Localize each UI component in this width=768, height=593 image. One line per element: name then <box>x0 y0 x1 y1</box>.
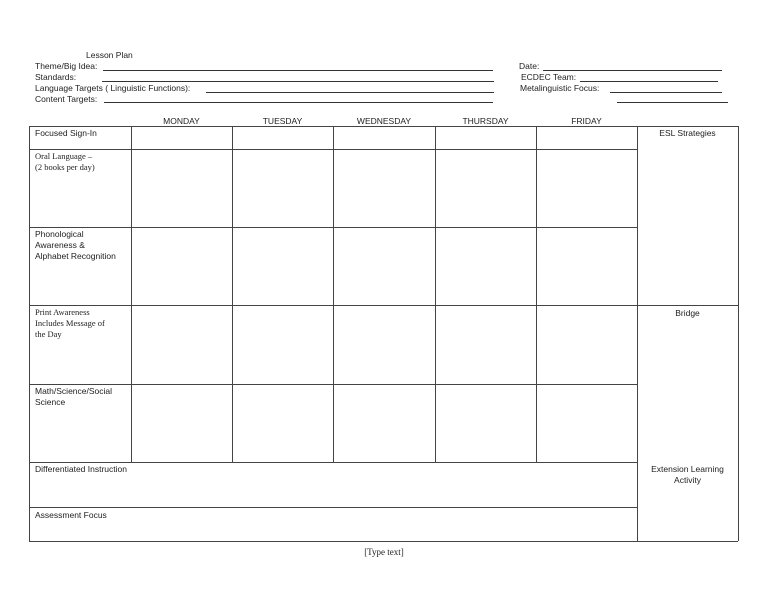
day-header-wednesday: WEDNESDAY <box>356 116 412 126</box>
day-header-thursday: THURSDAY <box>462 116 509 126</box>
row-label-print-awareness: Print Awareness Includes Message of the Day <box>35 307 105 339</box>
row-label-assessment-focus: Assessment Focus <box>35 510 107 520</box>
side-label-bridge: Bridge <box>675 308 700 318</box>
row-divider <box>29 462 637 463</box>
team-label: ECDEC Team: <box>521 72 577 82</box>
metalinguistic-field[interactable] <box>610 92 722 93</box>
footer-text: [Type text] <box>364 547 404 557</box>
standards-field[interactable] <box>102 81 494 82</box>
row-divider <box>29 305 738 306</box>
date-label: Date: <box>519 61 540 71</box>
day-header-tuesday: TUESDAY <box>262 116 303 126</box>
page-title: Lesson Plan <box>86 50 133 60</box>
side-label-extension-activity: Extension Learning Activity <box>651 464 724 485</box>
table-left-border <box>29 126 30 541</box>
language-targets-label: Language Targets ( Linguistic Functions): <box>35 83 191 93</box>
column-divider <box>536 126 537 462</box>
column-divider <box>435 126 436 462</box>
row-label-oral-language: Oral Language – (2 books per day) <box>35 151 95 172</box>
table-bottom-border <box>29 541 738 542</box>
table-top-border <box>29 126 738 127</box>
row-label-math-science: Math/Science/Social Science <box>35 386 113 407</box>
theme-field[interactable] <box>103 70 493 71</box>
row-label-differentiated-instruction: Differentiated Instruction <box>35 464 127 474</box>
language-targets-field[interactable] <box>206 92 494 93</box>
table-right-border <box>738 126 739 541</box>
date-field[interactable] <box>543 70 722 71</box>
row-label-focused-sign-in: Focused Sign-In <box>35 128 97 138</box>
column-divider <box>333 126 334 462</box>
extra-field[interactable] <box>617 102 728 103</box>
day-header-friday: FRIDAY <box>571 116 602 126</box>
day-header-monday: MONDAY <box>163 116 200 126</box>
content-targets-field[interactable] <box>104 102 493 103</box>
standards-label: Standards: <box>35 72 77 82</box>
column-divider <box>131 126 132 462</box>
side-label-esl-strategies: ESL Strategies <box>659 128 716 138</box>
row-divider <box>29 507 637 508</box>
theme-label: Theme/Big Idea: <box>35 61 98 71</box>
column-divider <box>232 126 233 462</box>
team-field[interactable] <box>580 81 718 82</box>
row-label-phonological-awareness: Phonological Awareness & Alphabet Recognition <box>35 229 116 261</box>
content-targets-label: Content Targets: <box>35 94 98 104</box>
metalinguistic-label: Metalinguistic Focus: <box>520 83 600 93</box>
